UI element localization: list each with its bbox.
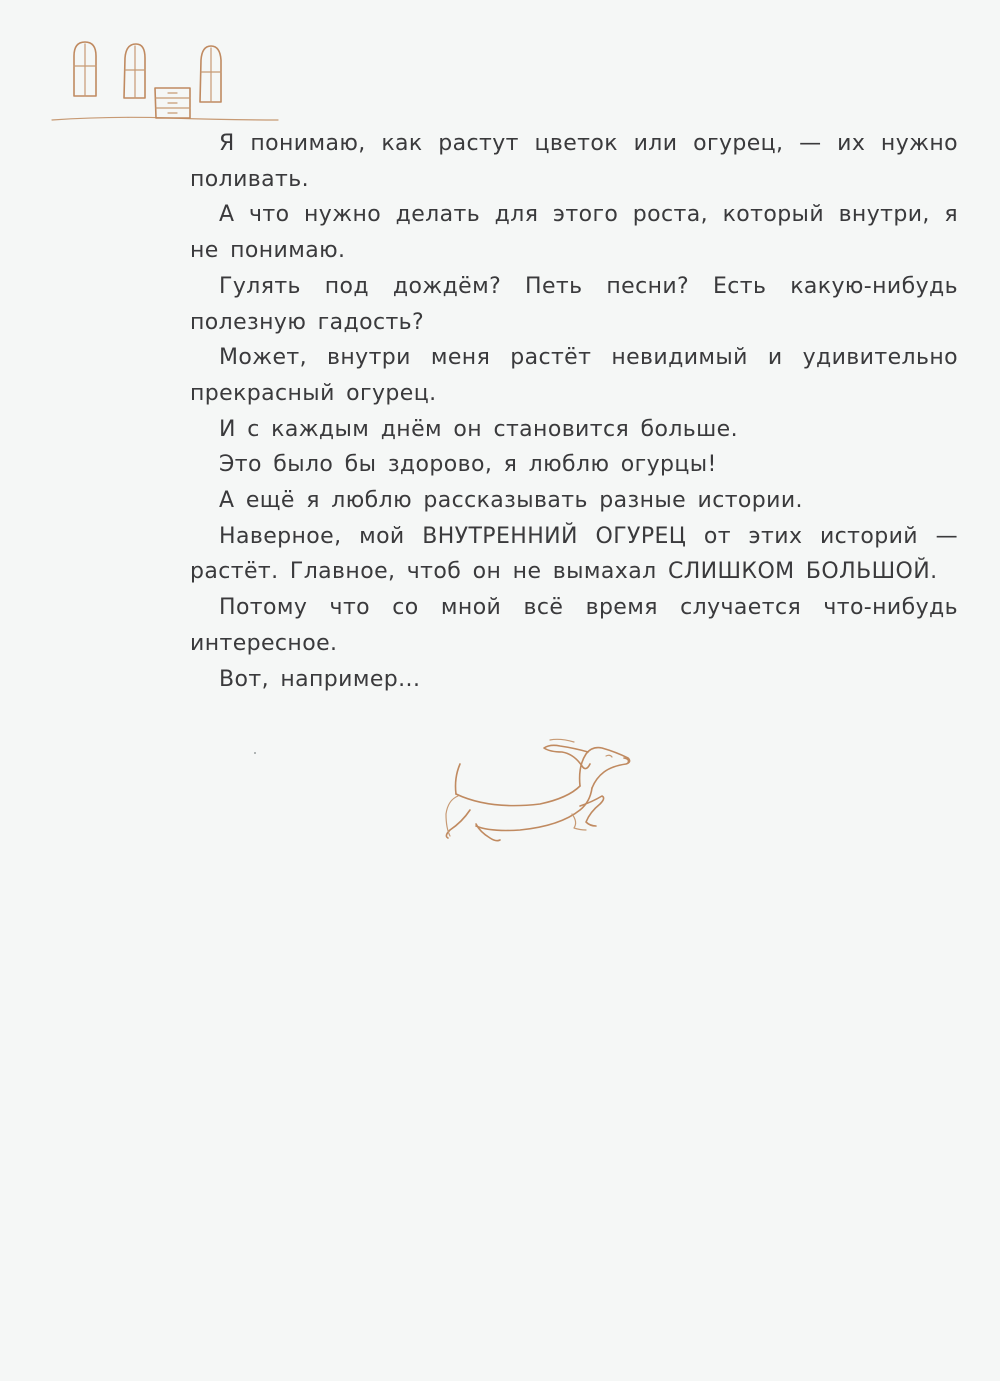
- paragraph: А ещё я люблю рассказывать разные истории.: [219, 488, 803, 514]
- dachshund-illustration: [440, 726, 635, 846]
- paragraph: И с каждым днём он становится больше.: [219, 416, 739, 442]
- paragraph: Вот, например...: [219, 666, 421, 692]
- paragraph: Наверное, мой ВНУТРЕННИЙ ОГУРЕЦ от этих историй — растёт. Главное, чтоб он не вымахал СЛИШКОМ БОЛЬШОЙ.: [190, 523, 958, 585]
- paper-speck: [254, 752, 256, 754]
- paragraph: Это было бы здорово, я люблю огурцы!: [219, 452, 717, 478]
- paragraph: Гулять под дождём? Петь песни? Есть какую-нибудь полезную гадость?: [190, 273, 958, 335]
- paragraph: Может, внутри меня растёт невидимый и удивительно прекрасный огурец.: [190, 345, 958, 406]
- windows-and-dresser-illustration: [50, 36, 280, 128]
- paragraph: А что нужно делать для этого роста, который внутри, я не понимаю.: [190, 202, 958, 264]
- paragraph: Потому что со мной всё время случается что-нибудь интересное.: [190, 595, 958, 656]
- paragraph: Я понимаю, как растут цветок или огурец, — их нужно поливать.: [190, 131, 958, 192]
- story-text: [190, 126, 958, 697]
